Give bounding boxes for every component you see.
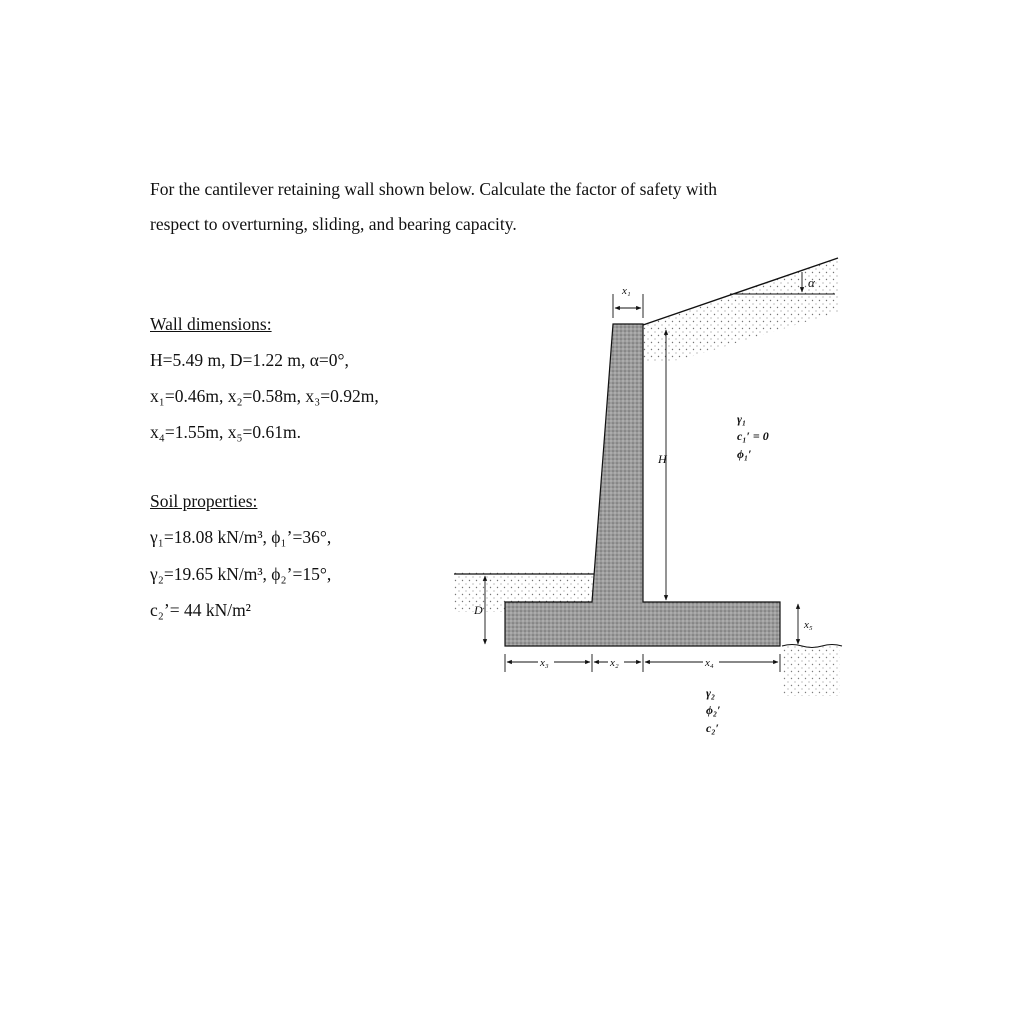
- soil-properties-heading: Soil properties:: [150, 491, 258, 511]
- problem-line-2: respect to overturning, sliding, and bearing capacity.: [150, 214, 517, 234]
- label-x5: x₅: [804, 619, 813, 631]
- soil-property-line-1: γ₁=18.08 kN/m³, ϕ₁’=36°,: [150, 527, 332, 547]
- label-gamma1: γ₁: [737, 412, 747, 426]
- soil-property-line-2: γ₂=19.65 kN/m³, ϕ₂’=15°,: [150, 564, 332, 584]
- retaining-wall-diagram: [440, 250, 860, 750]
- label-x3: x₃: [540, 657, 549, 669]
- soil-property-line-3: c₂’= 44 kN/m²: [150, 600, 251, 620]
- label-H: H: [658, 452, 667, 466]
- label-x1: x₁: [622, 285, 631, 297]
- label-alpha: α: [808, 275, 815, 290]
- foundation-soil: [782, 646, 840, 696]
- label-gamma2: γ₂: [706, 686, 716, 700]
- backfill-soil: [643, 258, 838, 362]
- label-D: D: [474, 603, 483, 617]
- problem-line-1: For the cantilever retaining wall shown below. Calculate the factor of safety with: [150, 179, 717, 199]
- wall-dimension-line-2: x₁=0.46m, x₂=0.58m, x₃=0.92m,: [150, 386, 379, 406]
- wall-dimension-line-3: x₄=1.55m, x₅=0.61m.: [150, 422, 302, 442]
- label-phi1: ϕ₁′: [737, 447, 752, 461]
- label-c2: c₂′: [706, 721, 719, 735]
- label-phi2: ϕ₂′: [706, 703, 721, 717]
- wall-dimensions-heading: Wall dimensions:: [150, 314, 272, 334]
- problem-statement: [150, 172, 850, 242]
- label-c1: c₁′ = 0: [737, 429, 769, 443]
- label-x2: x₂: [610, 657, 619, 669]
- label-x4: x₄: [705, 657, 714, 669]
- wall-dimension-line-1: H=5.49 m, D=1.22 m, α=0°,: [150, 350, 349, 370]
